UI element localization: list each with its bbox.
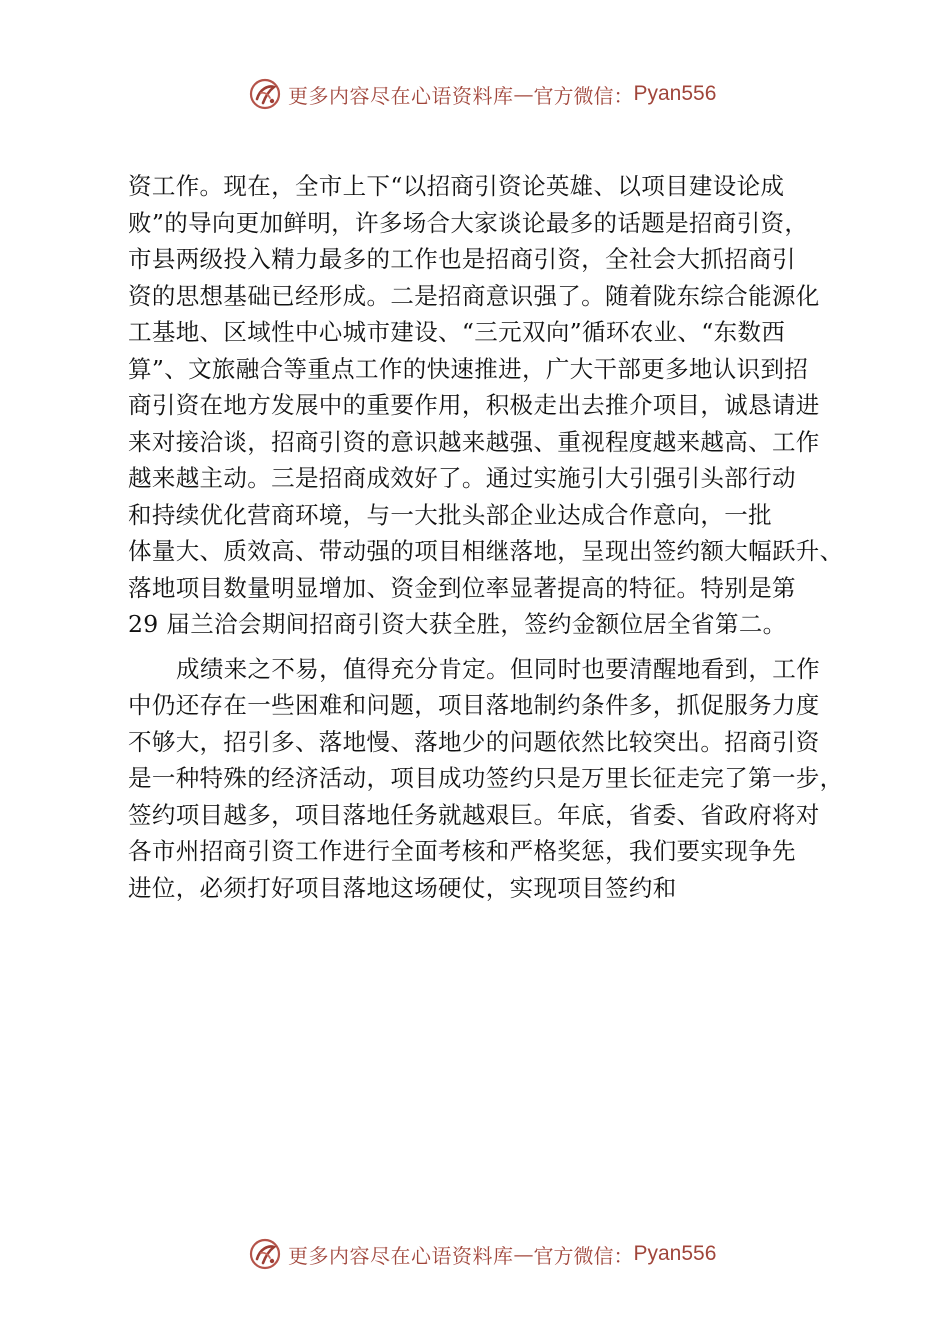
banner-contact-label: 官方微信： xyxy=(533,83,634,108)
text-line: 来对接洽谈，招商引资的意识越来越强、重视程度越来越高、工作 xyxy=(128,427,820,456)
text-line: 市县两级投入精力最多的工作也是招商引资，全社会大抓招商引 xyxy=(128,245,796,273)
header-banner xyxy=(248,74,716,114)
banner-text: 更多内容尽在心语资料库 xyxy=(288,1243,514,1268)
text-line: 和持续优化营商环境，与一大批头部企业达成合作意向，一批 xyxy=(128,500,772,529)
text-line: 体量大、质效高、带动强的项目相继落地，呈现出签约额大幅跃升、 xyxy=(128,537,844,565)
text-line: 落地项目数量明显增加、资金到位率显著提高的特征。特别是第 xyxy=(128,573,796,602)
text-line: 不够大，招引多、落地慢、落地少的问题依然比较突出。招商引资 xyxy=(128,727,820,756)
footer-banner xyxy=(248,1234,716,1274)
text-line: 资的思想基础已经形成。二是招商意识强了。随着陇东综合能源化 xyxy=(128,281,820,310)
paragraph-2 xyxy=(128,651,848,907)
banner-wechat-handle: Pyan556 xyxy=(633,1242,717,1265)
text-line: 败”的导向更加鲜明，许多场合大家谈论最多的话题是招商引资， xyxy=(128,208,809,237)
document-body xyxy=(128,168,848,906)
banner-separator: — xyxy=(513,1242,534,1266)
text-line: 商引资在地方发展中的重要作用，积极走出去推介项目，诚恳请进 xyxy=(128,391,820,419)
paragraph-1 xyxy=(128,168,848,643)
text-line: 29 届兰洽会期间招商引资大获全胜，签约金额位居全省第二。 xyxy=(128,610,787,638)
ink-seal-logo-icon xyxy=(248,1237,282,1271)
text-line: 工基地、区域性中心城市建设、“三元双向”循环农业、“东数西 xyxy=(128,318,786,346)
banner-wechat-handle: Pyan556 xyxy=(633,82,717,105)
banner-contact-label: 官方微信： xyxy=(533,1243,634,1268)
text-line: 算”、文旅融合等重点工作的快速推进，广大干部更多地认识到招 xyxy=(128,354,809,383)
ink-seal-logo-icon xyxy=(248,77,282,111)
text-line: 越来越主动。三是招商成效好了。通过实施引大引强引头部行动 xyxy=(128,464,796,492)
text-line: 进位，必须打好项目落地这场硬仗，实现项目签约和 xyxy=(128,873,677,902)
text-line: 中仍还存在一些困难和问题，项目落地制约条件多，抓促服务力度 xyxy=(128,691,820,719)
banner-text: 更多内容尽在心语资料库 xyxy=(288,83,514,108)
text-line: 签约项目越多，项目落地任务就越艰巨。年底，省委、省政府将对 xyxy=(128,800,820,829)
text-line: 资工作。现在，全市上下“以招商引资论英雄、以项目建设论成 xyxy=(128,172,785,200)
banner-separator: — xyxy=(513,82,534,106)
text-line: 各市州招商引资工作进行全面考核和严格奖惩，我们要实现争先 xyxy=(128,837,796,865)
text-line: 是一种特殊的经济活动，项目成功签约只是万里长征走完了第一步， xyxy=(128,764,844,792)
text-line: 成绩来之不易，值得充分肯定。但同时也要清醒地看到，工作 xyxy=(176,654,820,683)
